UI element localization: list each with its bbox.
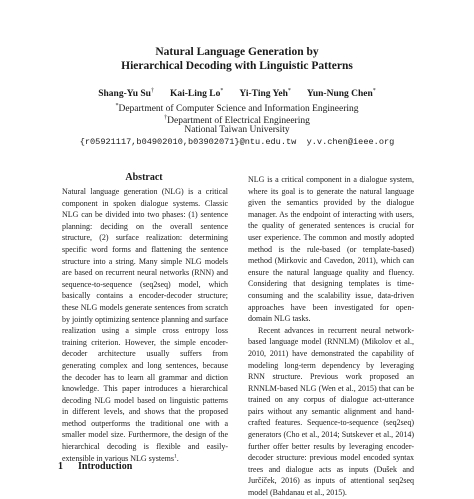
abstract-end-period: . xyxy=(176,453,179,463)
section-title: Introduction xyxy=(78,461,133,472)
paper-title-line-2: Hierarchical Decoding with Linguistic Patterns xyxy=(121,60,353,72)
intro-paragraph: NLG is a critical component in a dialogue system, where its goal is to generate the natural language given the semantics provided by the dialogue manager. As the endpoint of interacting with users, the quality of generated sentences is crucial for user experience. The common and mostly adopted method is the rule-based (or template-based) method (Mirkovic and Cavedon, 2011), which can ensure the natural language quality and fluency. Considering that designing templates is time-consuming and the scalability issue, data-driven approaches have been investigated for open-domain NLG tasks. xyxy=(248,175,414,324)
introduction-body xyxy=(248,174,414,499)
abstract-body xyxy=(62,186,228,464)
author-emails: {r05921117,b04902010,b03902071}@ntu.edu.tw y.v.chen@ieee.org xyxy=(79,137,395,147)
section-number: 1 xyxy=(58,461,63,472)
author xyxy=(170,88,223,99)
author-list xyxy=(0,88,474,99)
author-name: Shang-Yu Su xyxy=(98,89,151,100)
affiliation-mark: † xyxy=(164,115,168,121)
author xyxy=(239,88,290,99)
author-mark: * xyxy=(287,88,291,94)
affiliation-university: National Taiwan University xyxy=(184,125,290,135)
section-heading-introduction xyxy=(58,461,132,472)
affiliation-text: Department of Computer Science and Information Engineering xyxy=(118,104,359,115)
paper-title-line-1: Natural Language Generation by xyxy=(155,46,319,58)
author-name: Yi-Ting Yeh xyxy=(239,89,288,100)
intro-paragraph: Recent advances in recurrent neural network-based language model (RNNLM) (Mikolov et al., 2010, 2011) have demonstrated the capability of modeling long-term dependency by leveraging RNN structure. Previous work proposed an RNNLM-based NLG (Wen et al., 2015) that can be trained on any corpus of dialogue act-utterance pairs without any semantic alignment and hand-crafted features. Sequence-to-sequence (seq2seq) generators (Cho et al., 2014; Sutskever et al., 2014) further offer better results by leveraging encoder-decoder structure: previous model encoded syntax trees and dialogue acts as inputs (Dušek and Jurčíček, 2016) as inputs of attentional seq2seq model (Bahdanau et al., 2015). xyxy=(248,325,414,498)
affiliation-text: Department of Electrical Engineering xyxy=(167,116,310,127)
footnote-mark: 1 xyxy=(173,453,177,459)
author-mark: * xyxy=(220,88,224,94)
author-name: Yun-Nung Chen xyxy=(306,89,373,100)
author xyxy=(307,88,376,99)
affiliation-mark: * xyxy=(115,103,119,109)
abstract-heading: Abstract xyxy=(125,172,163,183)
abstract-text: Natural language generation (NLG) is a critical component in spoken dialogue systems. Classic NLG can be divided into two phases: (1) sentence planning: deciding on the overall sentence structure, (2) surface realization: determining specific word forms and flattening the sentence structure into a string. Many simple NLG models are based on recurrent neural networks (RNN) and sequence-to-sequence (seq2seq) model, which basically contains a encoder-decoder structure; these NLG models generate sentences from scratch by jointly optimizing sentence planning and surface realization using a simple cross entropy loss training criterion. However, the simple encoder-decoder architecture usually suffers from generating complex and long sentences, because the decoder has to learn all grammar and diction knowledge. This paper introduces a hierarchical decoding NLG model based on linguistic patterns in different levels, and shows that the proposed method outperforms the traditional one with a smaller model size. Furthermore, the design of the hierarchical decoding is flexible and easily-extensible in various NLG systems xyxy=(62,187,228,463)
author-mark: * xyxy=(372,88,376,94)
author xyxy=(98,88,154,99)
author-name: Kai-Ling Lo xyxy=(169,89,221,100)
author-mark: † xyxy=(150,88,154,94)
